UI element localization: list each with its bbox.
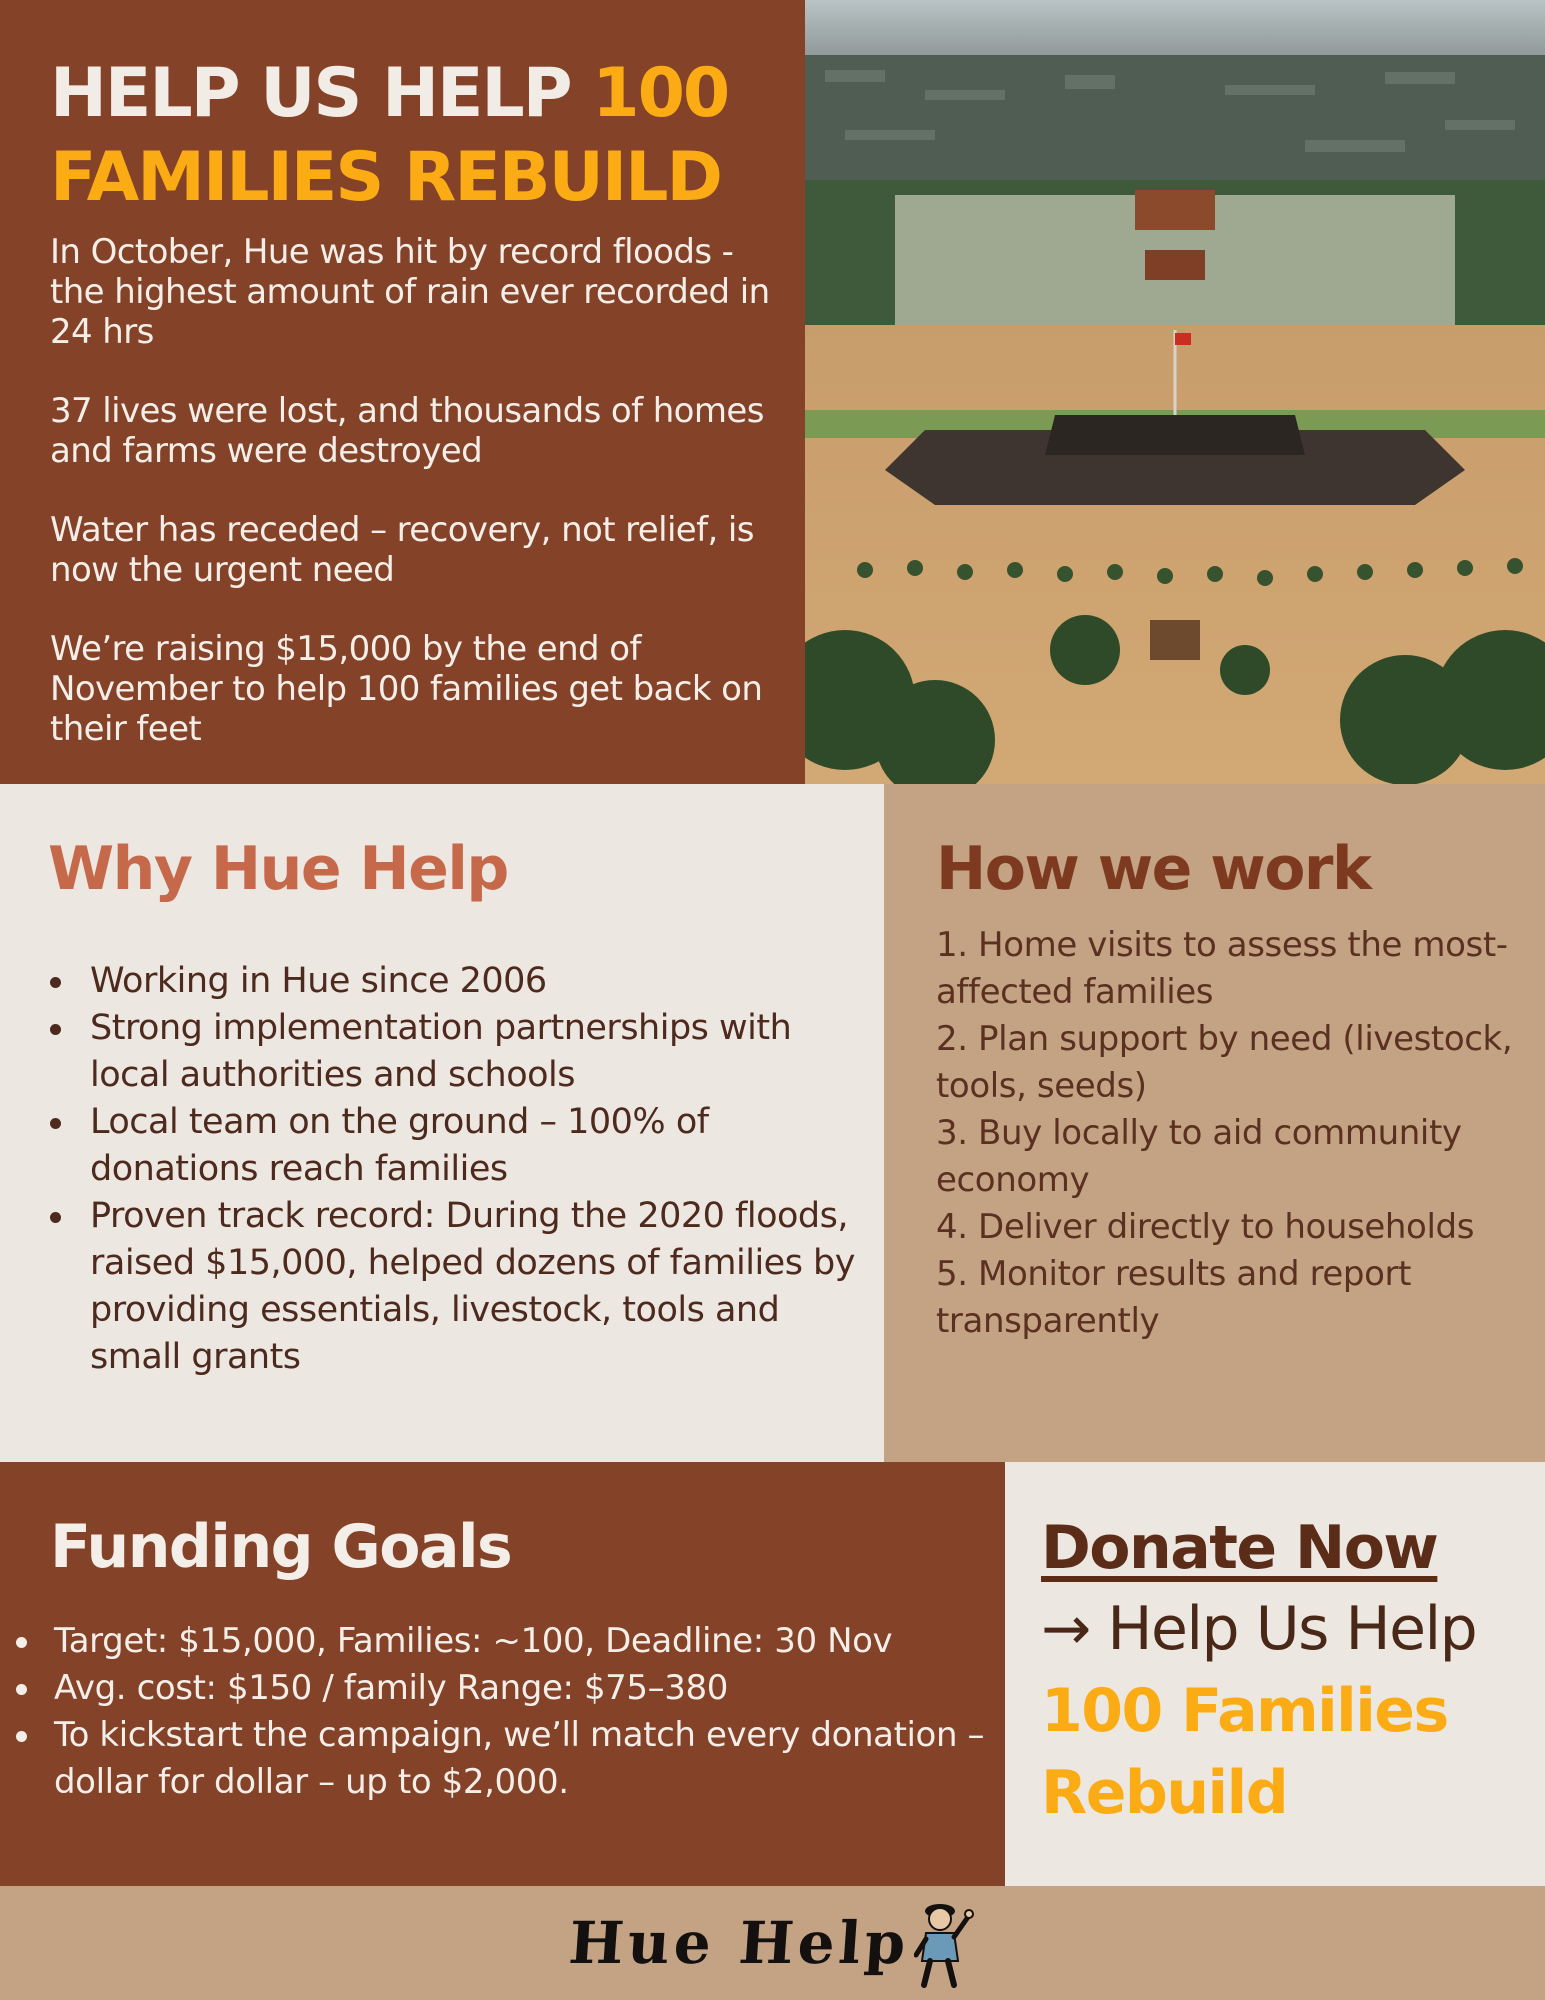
funding-bullet-avg-cost: Avg. cost: $150 / family Range: $75–380	[0, 1665, 995, 1712]
how-we-work-title: How we work	[936, 834, 1371, 904]
hue-help-logo-text: Hue Help	[566, 1909, 913, 1977]
footer	[0, 1886, 1545, 2000]
how-we-work-section	[884, 784, 1545, 1462]
funding-goals-title: Funding Goals	[50, 1512, 512, 1582]
hero-title-accent-line: FAMILIES REBUILD	[50, 138, 721, 217]
hero-paragraph-goal: We’re raising $15,000 by the end of November to help 100 families get back on their feet	[50, 629, 763, 749]
how-step-deliver: 4. Deliver directly to households	[936, 1207, 1475, 1247]
funding-bullet-target: Target: $15,000, Families: ~100, Deadline: 30 Nov	[0, 1618, 995, 1665]
funding-bullet-match: To kickstart the campaign, we’ll match every donation – dollar for dollar – up to $2,000.	[0, 1712, 995, 1806]
why-bullet-since-2006: Working in Hue since 2006	[24, 958, 860, 1005]
donate-now-link[interactable]: Donate Now	[1041, 1513, 1438, 1583]
flooded-citadel-photo	[805, 0, 1545, 784]
hero-paragraph-recovery: Water has receded – recovery, not relief, is now the urgent need	[50, 510, 754, 590]
how-step-plan-support: 2. Plan support by need (livestock, tools, seeds)	[936, 1019, 1513, 1106]
waving-mascot-icon	[914, 1895, 976, 1991]
hero-panel	[0, 0, 805, 784]
hero-paragraph-losses: 37 lives were lost, and thousands of homes and farms were destroyed	[50, 391, 764, 471]
why-bullet-list	[24, 958, 860, 1381]
how-step-monitor: 5. Monitor results and report transparently	[936, 1254, 1412, 1341]
hero-paragraph-floods: In October, Hue was hit by record floods - the highest amount of rain ever recorded in 24 hrs	[50, 232, 770, 352]
flooded-citadel-aerial-photo	[805, 0, 1545, 784]
why-bullet-local-team: Local team on the ground – 100% of donations reach families	[24, 1099, 860, 1193]
hero-title	[50, 52, 775, 220]
funding-bullet-list	[0, 1618, 995, 1806]
donate-accent-rebuild: Rebuild	[1041, 1758, 1288, 1828]
how-step-home-visits: 1. Home visits to assess the most-affected families	[936, 925, 1508, 1012]
funding-goals-section	[0, 1462, 1005, 1886]
how-step-list	[936, 922, 1525, 1345]
donate-section	[1005, 1462, 1545, 1886]
hero-title-accent-number: 100	[592, 54, 729, 133]
why-bullet-track-record: Proven track record: During the 2020 floods, raised $15,000, helped dozens of families by providing essentials, livestock, tools and small grants	[24, 1193, 860, 1381]
donate-help-us-line: → Help Us Help	[1041, 1594, 1477, 1664]
hero-title-line-1: HELP US HELP	[50, 54, 593, 133]
how-step-buy-locally: 3. Buy locally to aid community economy	[936, 1113, 1462, 1200]
donate-accent-families: 100 Families	[1041, 1676, 1448, 1746]
why-hue-help-title: Why Hue Help	[48, 834, 508, 904]
why-bullet-partnerships: Strong implementation partnerships with local authorities and schools	[24, 1005, 860, 1099]
why-hue-help-section	[0, 784, 884, 1462]
